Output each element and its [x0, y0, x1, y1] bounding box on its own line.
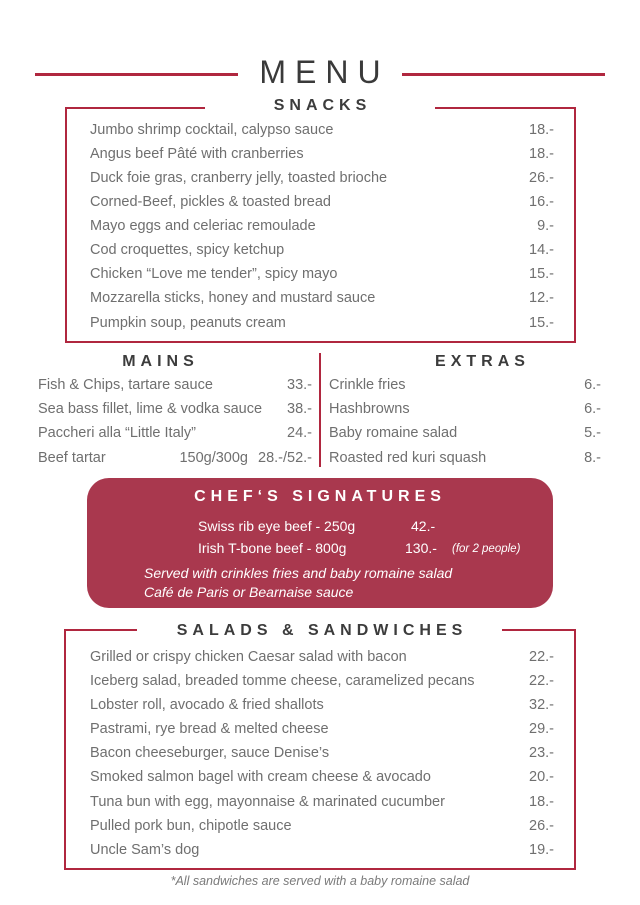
served-with-note: Served with crinkles fries and baby romaine salad [144, 565, 453, 581]
item-name: Corned-Beef, pickles & toasted bread [90, 194, 331, 210]
salad-item [90, 645, 554, 669]
snacks-title: SNACKS [273, 97, 372, 114]
item-name: Baby romaine salad [329, 425, 458, 441]
snack-item [90, 214, 554, 238]
salad-item [90, 693, 554, 717]
signature-item-name: Swiss rib eye beef - 250g [198, 518, 356, 534]
extra-item [329, 373, 601, 397]
item-name: Tuna bun with egg, mayonnaise & marinated cucumber [90, 794, 445, 810]
item-name: Pastrami, rye bread & melted cheese [90, 721, 329, 737]
item-price: 28.-/52.- [258, 450, 312, 466]
item-price: 8.- [584, 450, 601, 466]
column-divider [319, 353, 321, 467]
item-name: Mozzarella sticks, honey and mustard sauce [90, 290, 376, 306]
item-name: Bacon cheeseburger, sauce Denise’s [90, 745, 330, 761]
item-weight: 150g/300g [179, 450, 248, 466]
item-price: 5.- [584, 425, 601, 441]
snack-item [90, 190, 554, 214]
sandwich-footnote: *All sandwiches are served with a baby romaine salad [170, 874, 470, 888]
item-name: Iceberg salad, breaded tomme cheese, caramelized pecans [90, 673, 475, 689]
extra-item [329, 446, 601, 470]
item-name: Hashbrowns [329, 401, 410, 417]
item-price: 20.- [529, 769, 554, 785]
signature-item-name: Irish T-bone beef - 800g [198, 540, 347, 556]
item-price: 26.- [529, 170, 554, 186]
item-name: Roasted red kuri squash [329, 450, 487, 466]
signature-item-price: 130.- [405, 540, 437, 556]
item-price: 22.- [529, 649, 554, 665]
item-name: Uncle Sam’s dog [90, 842, 200, 858]
page-title: MENU [259, 54, 390, 90]
chef-signatures-title: CHEF‘S SIGNATURES [194, 488, 446, 505]
item-name: Sea bass fillet, lime & vodka sauce [38, 401, 263, 417]
salad-item [90, 717, 554, 741]
item-price: 12.- [529, 290, 554, 306]
salad-item [90, 741, 554, 765]
item-name: Pumpkin soup, peanuts cream [90, 315, 286, 331]
menu-title-rule-right [402, 73, 605, 76]
item-name: Duck foie gras, cranberry jelly, toasted brioche [90, 170, 388, 186]
item-name: Pulled pork bun, chipotle sauce [90, 818, 292, 834]
item-price: 26.- [529, 818, 554, 834]
item-price: 18.- [529, 146, 554, 162]
item-price: 33.- [287, 377, 312, 393]
item-name: Mayo eggs and celeriac remoulade [90, 218, 316, 234]
extra-item [329, 421, 601, 445]
item-name: Lobster roll, avocado & fried shallots [90, 697, 324, 713]
snacks-box-left [65, 107, 67, 343]
item-price: 29.- [529, 721, 554, 737]
main-item [38, 397, 312, 421]
snacks-box-bottom [65, 341, 576, 343]
snack-item [90, 118, 554, 142]
item-price: 23.- [529, 745, 554, 761]
item-price: 14.- [529, 242, 554, 258]
item-name: Angus beef Pâté with cranberries [90, 146, 304, 162]
item-name: Fish & Chips, tartare sauce [38, 377, 213, 393]
main-item [38, 373, 312, 397]
item-name: Cod croquettes, spicy ketchup [90, 242, 285, 258]
menu-title-rule-left [35, 73, 238, 76]
snacks-box-right [574, 107, 576, 343]
item-name: Jumbo shrimp cocktail, calypso sauce [90, 122, 334, 138]
salad-item [90, 814, 554, 838]
snack-item [90, 311, 554, 335]
salad-item [90, 790, 554, 814]
sauce-note: Café de Paris or Bearnaise sauce [144, 584, 354, 600]
salads-box-left [64, 629, 66, 870]
signature-item-note: (for 2 people) [452, 543, 521, 555]
snack-item [90, 286, 554, 310]
salads-title: SALADS & SANDWICHES [176, 622, 468, 639]
item-name: Beef tartar [38, 450, 106, 466]
extra-item [329, 397, 601, 421]
main-item [38, 421, 312, 445]
item-price: 18.- [529, 122, 554, 138]
item-price: 16.- [529, 194, 554, 210]
signature-item-price: 42.- [411, 518, 436, 534]
salads-box-top-left [64, 629, 137, 631]
item-price: 15.- [529, 266, 554, 282]
extras-title: EXTRAS [435, 353, 530, 370]
item-price: 15.- [529, 315, 554, 331]
item-price: 24.- [287, 425, 312, 441]
item-name: Chicken “Love me tender”, spicy mayo [90, 266, 338, 282]
salad-item [90, 838, 554, 862]
snack-item [90, 142, 554, 166]
item-price: 9.- [537, 218, 554, 234]
item-price: 18.- [529, 794, 554, 810]
item-price: 32.- [529, 697, 554, 713]
snack-item [90, 166, 554, 190]
salad-item [90, 765, 554, 789]
snacks-box-top-left [65, 107, 205, 109]
salad-item [90, 669, 554, 693]
item-price: 38.- [287, 401, 312, 417]
salads-box-right [574, 629, 576, 870]
item-name: Grilled or crispy chicken Caesar salad with bacon [90, 649, 407, 665]
mains-title: MAINS [122, 353, 199, 370]
item-price: 6.- [584, 401, 601, 417]
item-name: Paccheri alla “Little Italy” [38, 425, 196, 441]
chef-signatures-box [87, 478, 553, 608]
item-name: Smoked salmon bagel with cream cheese & avocado [90, 769, 431, 785]
item-price: 22.- [529, 673, 554, 689]
snacks-box-top-right [435, 107, 576, 109]
salads-box-top-right [502, 629, 576, 631]
item-price: 19.- [529, 842, 554, 858]
item-name: Crinkle fries [329, 377, 406, 393]
snack-item [90, 238, 554, 262]
salads-box-bottom [64, 868, 576, 870]
main-item [38, 446, 312, 470]
snack-item [90, 262, 554, 286]
item-price: 6.- [584, 377, 601, 393]
